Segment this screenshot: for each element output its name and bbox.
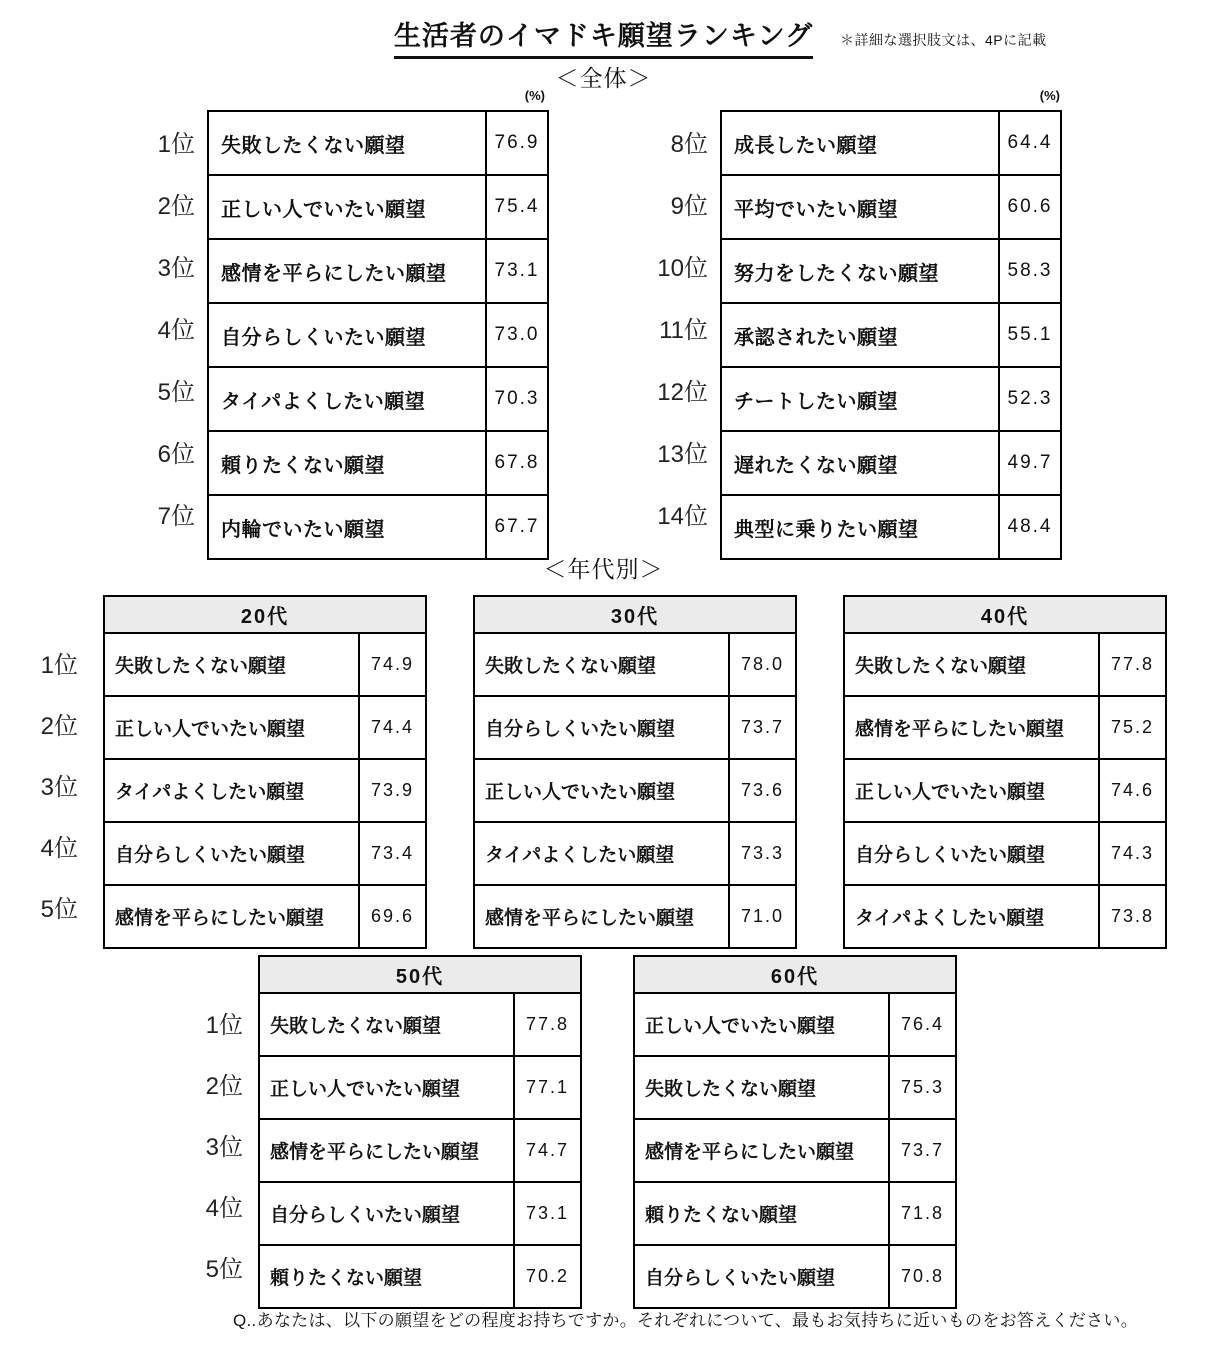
rank-label: 1位 (157, 130, 195, 158)
percent-cell: 60.6 (999, 175, 1061, 239)
rank-label: 2位 (157, 192, 195, 220)
percent-cell: 70.2 (514, 1245, 581, 1308)
table-row (844, 822, 1166, 885)
rank-label: 3位 (205, 1134, 243, 1161)
age-group-title: 40代 (844, 596, 1166, 633)
desire-cell: 失敗したくない願望 (634, 1056, 889, 1119)
overall-rank-column-right (640, 110, 720, 544)
percent-cell: 71.8 (889, 1182, 956, 1245)
desire-cell: 失敗したくない願望 (208, 111, 486, 175)
percent-cell: 74.3 (1099, 822, 1166, 885)
table-row (104, 885, 426, 948)
table-row (474, 759, 796, 822)
table-row (208, 431, 548, 495)
desire-cell: タイパよくしたい願望 (474, 822, 729, 885)
rank-label: 4位 (205, 1195, 243, 1222)
rank-label: 11位 (659, 316, 708, 344)
table-row (634, 1182, 956, 1245)
table-row (208, 175, 548, 239)
section-overall-label: ＜全体＞ (555, 65, 652, 91)
table-row (259, 1119, 581, 1182)
percent-cell: 70.8 (889, 1245, 956, 1308)
rank-label: 3位 (40, 774, 78, 801)
rank-label: 13位 (657, 440, 708, 468)
desire-cell: チートしたい願望 (721, 367, 999, 431)
table-row (208, 111, 548, 175)
rank-label: 6位 (157, 440, 195, 468)
desire-cell: 正しい人でいたい願望 (259, 1056, 514, 1119)
percent-unit-label-right: (%) (1039, 88, 1060, 103)
rank-label: 12位 (657, 378, 708, 406)
age-rank-column-bottom (173, 992, 243, 1297)
percent-cell: 64.4 (999, 111, 1061, 175)
age-table-header (104, 596, 426, 633)
table-row (844, 696, 1166, 759)
survey-question-text: Q..あなたは、以下の願望をどの程度お持ちですか。それぞれについて、最もお気持ちに近いものをお答えください。 (233, 1311, 1139, 1330)
table-row (208, 367, 548, 431)
rank-label: 9位 (670, 192, 708, 220)
table-row (104, 759, 426, 822)
table-row (259, 993, 581, 1056)
age-table-header (634, 956, 956, 993)
percent-cell: 73.7 (729, 696, 796, 759)
percent-cell: 74.7 (514, 1119, 581, 1182)
desire-cell: 失敗したくない願望 (844, 633, 1099, 696)
percent-cell: 73.1 (514, 1182, 581, 1245)
table-row (104, 696, 426, 759)
desire-cell: 頼りたくない願望 (208, 431, 486, 495)
table-row (721, 367, 1061, 431)
table-row (721, 495, 1061, 559)
desire-cell: 頼りたくない願望 (259, 1245, 514, 1308)
overall-ranking-right (640, 110, 1062, 560)
percent-cell: 77.8 (1099, 633, 1166, 696)
table-row (721, 239, 1061, 303)
desire-cell: 成長したい願望 (721, 111, 999, 175)
desire-cell: 正しい人でいたい願望 (634, 993, 889, 1056)
age-table-30s (473, 595, 797, 949)
table-row (474, 696, 796, 759)
percent-cell: 74.4 (359, 696, 426, 759)
desire-cell: 正しい人でいたい願望 (474, 759, 729, 822)
table-row (844, 633, 1166, 696)
desire-cell: 失敗したくない願望 (104, 633, 359, 696)
percent-cell: 48.4 (999, 495, 1061, 559)
table-row (721, 303, 1061, 367)
page-title: 生活者のイマドキ願望ランキング (394, 14, 813, 59)
table-row (634, 1119, 956, 1182)
table-row (721, 111, 1061, 175)
desire-cell: 自分らしくいたい願望 (259, 1182, 514, 1245)
percent-cell: 67.7 (486, 495, 548, 559)
rank-label: 7位 (157, 502, 195, 530)
percent-cell: 73.0 (486, 303, 548, 367)
rank-label: 5位 (40, 896, 78, 923)
desire-cell: 正しい人でいたい願望 (844, 759, 1099, 822)
percent-unit-label-left: (%) (524, 88, 545, 103)
table-row (844, 759, 1166, 822)
age-table-header (474, 596, 796, 633)
rank-label: 10位 (657, 254, 708, 282)
rank-label: 2位 (40, 713, 78, 740)
table-row (104, 822, 426, 885)
age-group-title: 50代 (259, 956, 581, 993)
desire-cell: 自分らしくいたい願望 (844, 822, 1099, 885)
percent-cell: 75.4 (486, 175, 548, 239)
desire-cell: 感情を平らにしたい願望 (208, 239, 486, 303)
percent-cell: 74.6 (1099, 759, 1166, 822)
percent-cell: 71.0 (729, 885, 796, 948)
percent-cell: 73.3 (729, 822, 796, 885)
rank-label: 2位 (205, 1073, 243, 1100)
desire-cell: 自分らしくいたい願望 (474, 696, 729, 759)
age-table-40s (843, 595, 1167, 949)
percent-cell: 73.1 (486, 239, 548, 303)
desire-cell: 努力をしたくない願望 (721, 239, 999, 303)
desire-cell: 頼りたくない願望 (634, 1182, 889, 1245)
desire-cell: 内輪でいたい願望 (208, 495, 486, 559)
percent-cell: 73.9 (359, 759, 426, 822)
rank-label: 1位 (40, 652, 78, 679)
section-age-label: ＜年代別＞ (543, 556, 664, 582)
table-row (104, 633, 426, 696)
percent-cell: 70.3 (486, 367, 548, 431)
desire-cell: タイパよくしたい願望 (208, 367, 486, 431)
table-row (474, 885, 796, 948)
table-row (259, 1056, 581, 1119)
table-row (634, 993, 956, 1056)
rank-label: 5位 (205, 1256, 243, 1283)
desire-cell: 遅れたくない願望 (721, 431, 999, 495)
percent-cell: 74.9 (359, 633, 426, 696)
table-row (474, 633, 796, 696)
table-row (634, 1245, 956, 1308)
percent-cell: 75.2 (1099, 696, 1166, 759)
table-row (844, 885, 1166, 948)
age-rank-column-top (8, 632, 78, 937)
percent-cell: 69.6 (359, 885, 426, 948)
desire-cell: 失敗したくない願望 (474, 633, 729, 696)
overall-ranking-left (145, 110, 549, 560)
rank-label: 3位 (157, 254, 195, 282)
desire-cell: 自分らしくいたい願望 (104, 822, 359, 885)
percent-cell: 49.7 (999, 431, 1061, 495)
desire-cell: 正しい人でいたい願望 (104, 696, 359, 759)
percent-cell: 76.9 (486, 111, 548, 175)
table-row (208, 239, 548, 303)
desire-cell: 自分らしくいたい願望 (634, 1245, 889, 1308)
age-table-20s (103, 595, 427, 949)
percent-cell: 73.4 (359, 822, 426, 885)
age-group-title: 60代 (634, 956, 956, 993)
table-row (474, 822, 796, 885)
percent-cell: 73.8 (1099, 885, 1166, 948)
age-table-header (259, 956, 581, 993)
table-row (721, 431, 1061, 495)
age-group-title: 20代 (104, 596, 426, 633)
percent-cell: 76.4 (889, 993, 956, 1056)
percent-cell: 58.3 (999, 239, 1061, 303)
percent-cell: 52.3 (999, 367, 1061, 431)
rank-label: 1位 (205, 1012, 243, 1039)
percent-cell: 77.8 (514, 993, 581, 1056)
desire-cell: タイパよくしたい願望 (104, 759, 359, 822)
desire-cell: 感情を平らにしたい願望 (474, 885, 729, 948)
title-note: ＊詳細な選択肢文は、4Pに記載 (840, 32, 1047, 48)
percent-cell: 67.8 (486, 431, 548, 495)
desire-cell: 感情を平らにしたい願望 (259, 1119, 514, 1182)
desire-cell: 正しい人でいたい願望 (208, 175, 486, 239)
rank-label: 8位 (670, 130, 708, 158)
percent-cell: 78.0 (729, 633, 796, 696)
rank-label: 5位 (157, 378, 195, 406)
desire-cell: 失敗したくない願望 (259, 993, 514, 1056)
table-row (208, 303, 548, 367)
overall-table-right (720, 110, 1062, 560)
age-table-60s (633, 955, 957, 1309)
percent-cell: 75.3 (889, 1056, 956, 1119)
percent-cell: 73.6 (729, 759, 796, 822)
desire-cell: タイパよくしたい願望 (844, 885, 1099, 948)
rank-label: 14位 (657, 502, 708, 530)
table-row (259, 1245, 581, 1308)
overall-table-left (207, 110, 549, 560)
table-row (721, 175, 1061, 239)
percent-cell: 73.7 (889, 1119, 956, 1182)
desire-cell: 感情を平らにしたい願望 (844, 696, 1099, 759)
age-table-50s (258, 955, 582, 1309)
rank-label: 4位 (157, 316, 195, 344)
rank-label: 4位 (40, 835, 78, 862)
percent-cell: 55.1 (999, 303, 1061, 367)
table-row (259, 1182, 581, 1245)
desire-cell: 感情を平らにしたい願望 (634, 1119, 889, 1182)
table-row (634, 1056, 956, 1119)
table-row (208, 495, 548, 559)
desire-cell: 承認されたい願望 (721, 303, 999, 367)
overall-rank-column-left (145, 110, 207, 544)
desire-cell: 典型に乗りたい願望 (721, 495, 999, 559)
age-table-header (844, 596, 1166, 633)
percent-cell: 77.1 (514, 1056, 581, 1119)
age-group-title: 30代 (474, 596, 796, 633)
desire-cell: 感情を平らにしたい願望 (104, 885, 359, 948)
desire-cell: 自分らしくいたい願望 (208, 303, 486, 367)
desire-cell: 平均でいたい願望 (721, 175, 999, 239)
